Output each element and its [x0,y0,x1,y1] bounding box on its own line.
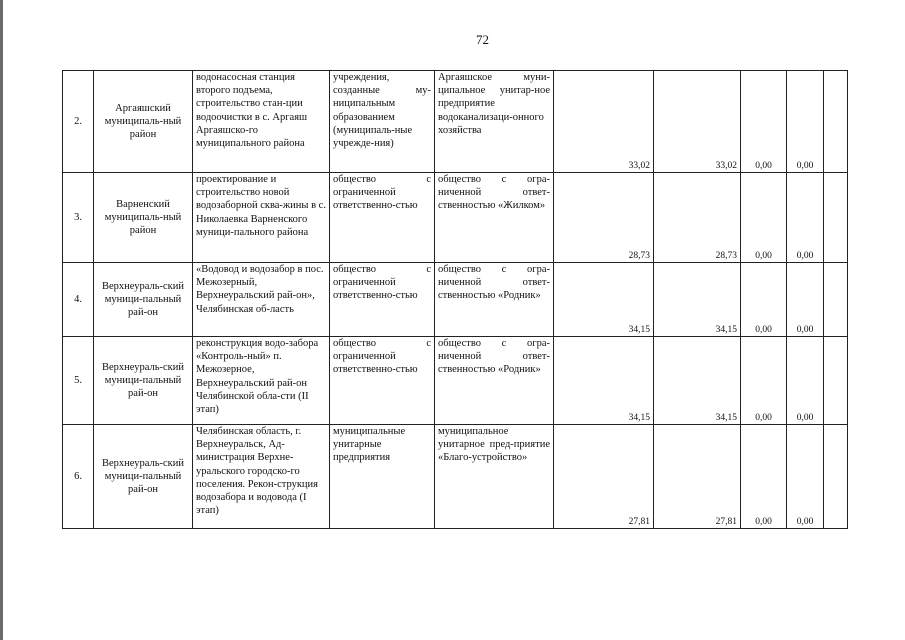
empty-cell [824,337,848,425]
customer-cell: общество с ограниченной ответственно-стью [330,263,435,337]
page-left-edge [0,0,3,640]
value-amount-cell: 34,15 [654,337,741,425]
value-amount-cell: 28,73 [654,173,741,263]
object-cell: «Водовод и водозабор в пос. Межозерный, Верхнеуральский рай-он», Челябинская об-ласть [193,263,330,337]
row-number: 5. [63,337,94,425]
value-zero-cell: 0,00 [741,425,787,529]
value-zero-cell: 0,00 [741,337,787,425]
operator-cell: Аргаяшское муни-ципальное унитар-ное предприятие водоканализаци-онного хозяйства [435,71,554,173]
municipality-cell: Верхнеураль-ский муници-пальный рай-он [94,337,193,425]
object-cell: реконструкция водо-забора «Контроль-ный» п. Межозерное, Верхнеуральский рай-он Челябинской обла-сти (II этап) [193,337,330,425]
value-zero-cell: 0,00 [741,263,787,337]
object-cell: проектирование и строительство новой водозаборной сква-жины в с. Николаевка Варненского муници-пального района [193,173,330,263]
empty-cell [824,425,848,529]
customer-cell: муниципальные унитарные предприятия [330,425,435,529]
table-row [63,263,848,337]
table-row [63,173,848,263]
value-zero-cell: 0,00 [787,425,824,529]
page-number: 72 [476,32,489,47]
value-zero-cell: 0,00 [787,173,824,263]
table-row [63,71,848,173]
row-number: 4. [63,263,94,337]
operator-cell: общество с огра-ниченной ответ-ственностью «Родник» [435,263,554,337]
value-zero-cell: 0,00 [741,173,787,263]
operator-cell: муниципальное унитарное пред-приятие «Благо-устройство» [435,425,554,529]
empty-cell [824,71,848,173]
object-cell: Челябинская область, г. Верхнеуральск, Ад-министрация Верхне-уральского городско-го поселения. Рекон-струкция водозабора и водовода (I этап) [193,425,330,529]
municipality-cell: Варненский муниципаль-ный район [94,173,193,263]
customer-cell: общество с ограниченной ответственно-стью [330,173,435,263]
empty-cell [824,173,848,263]
value-zero-cell: 0,00 [787,263,824,337]
row-number: 2. [63,71,94,173]
municipality-cell: Аргаяшский муниципаль-ный район [94,71,193,173]
value-zero-cell: 0,00 [787,71,824,173]
value-total-cell: 34,15 [554,263,654,337]
value-total-cell: 27,81 [554,425,654,529]
empty-cell [824,263,848,337]
object-cell: водонасосная станция второго подъема, строительство стан-ции водоочистки в с. Аргаяш Аргаяшско-го муниципального района [193,71,330,173]
value-amount-cell: 33,02 [654,71,741,173]
row-number: 3. [63,173,94,263]
value-total-cell: 34,15 [554,337,654,425]
table-row [63,425,848,529]
municipality-cell: Верхнеураль-ский муници-пальный рай-он [94,425,193,529]
value-zero-cell: 0,00 [741,71,787,173]
row-number: 6. [63,425,94,529]
customer-cell: учреждения, созданные му-ниципальным образованием (муниципаль-ные учрежде-ния) [330,71,435,173]
operator-cell: общество с огра-ниченной ответ-ственностью «Родник» [435,337,554,425]
value-total-cell: 28,73 [554,173,654,263]
value-amount-cell: 27,81 [654,425,741,529]
table-row [63,337,848,425]
value-amount-cell: 34,15 [654,263,741,337]
operator-cell: общество с огра-ниченной ответ-ственностью «Жилком» [435,173,554,263]
value-total-cell: 33,02 [554,71,654,173]
investment-table [62,70,848,529]
customer-cell: общество с ограниченной ответственно-стью [330,337,435,425]
value-zero-cell: 0,00 [787,337,824,425]
municipality-cell: Верхнеураль-ский муници-пальный рай-он [94,263,193,337]
